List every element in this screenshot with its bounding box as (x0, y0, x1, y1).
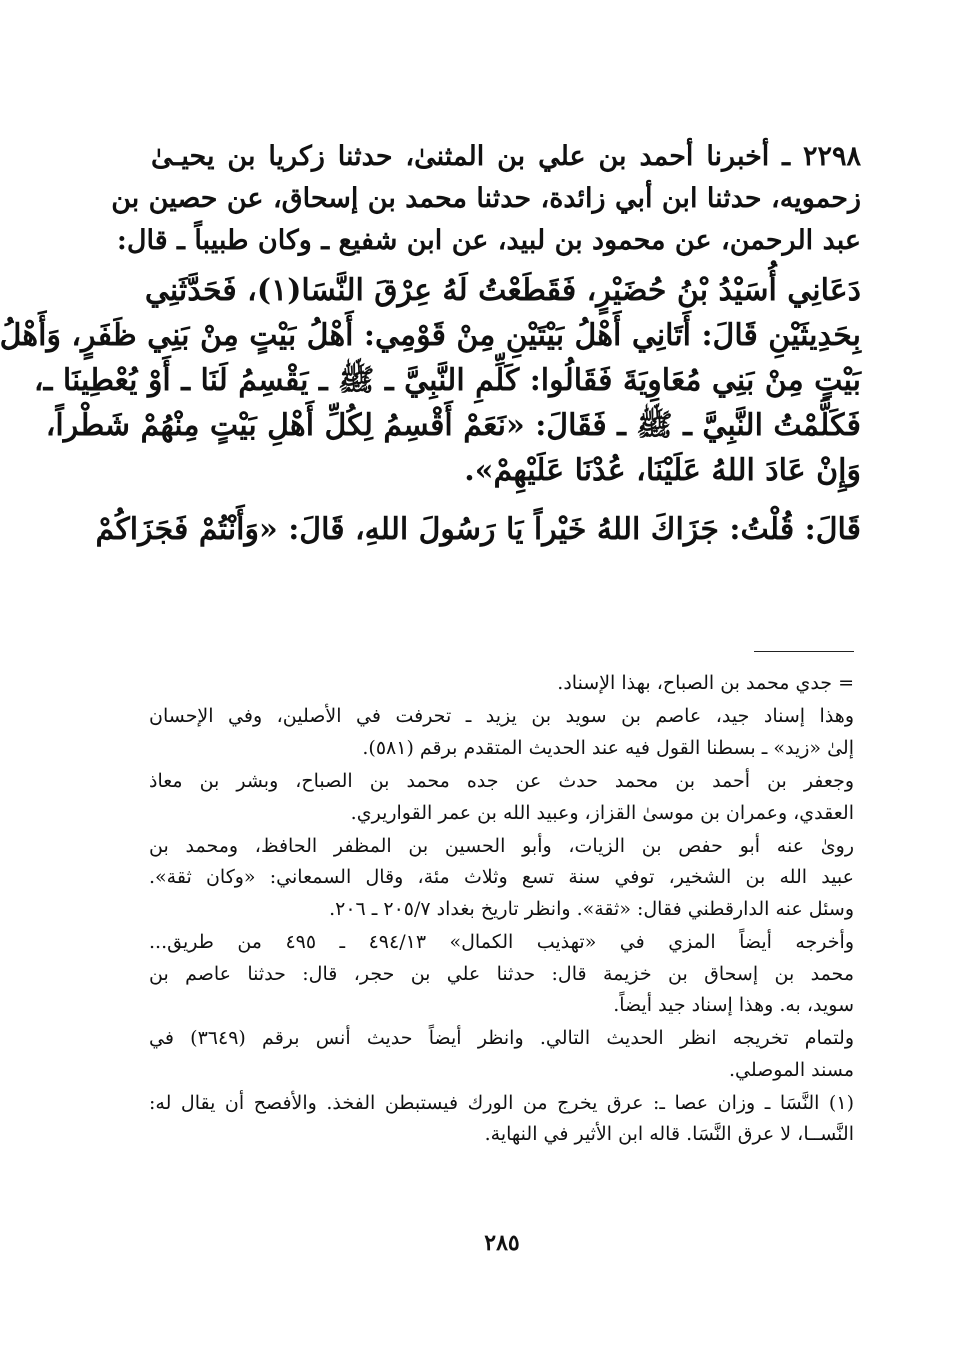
footnote-line: عبيد الله بن الشخير، توفي سنة تسع وثلاث مئة، وقال السمعاني: «وكان ثقة». (149, 866, 854, 889)
footnote-line: (١) النَّسَا ـ وزان عصا ـ: عرق يخرج من الورك فيستبطن الفخذ. والأفصح أن يقال له: (149, 1092, 854, 1115)
hadith-line: ٢٢٩٨ ـ أخبرنا أحمد بن علي بن المثنىٰ، حدثنا زكريا بن يحيـىٰ (151, 141, 861, 172)
hadith-final-line: قَالَ: قُلْتُ: جَزَاكَ اللهُ خَيْراً يَا رَسُولَ اللهِ، قَالَ: «وَأَنْتُمْ فَجَزَاكُمْ (95, 512, 861, 547)
footnote-line: وسئل عنه الدارقطني فقال: «ثقة». وانظر تاريخ بغداد ٢٠٥/٧ ـ ٢٠٦. (329, 897, 854, 920)
footnote-line: إلىٰ «زيد» ـ بسطنا القول فيه عند الحديث المتقدم برقم (٥٨١). (362, 736, 854, 759)
footnotes (149, 668, 854, 1151)
footnote-line: = جدي محمد بن الصباح، بهذا الإسناد. (557, 672, 854, 694)
footnote-line: سويد، به. وهذا إسناد جيد أيضاً. (613, 993, 854, 1016)
footnote-line: وهذا إسناد جيد، عاصم بن سويد بن يزيد ـ تحرفت في الأصلين، وفي الإحسان (149, 705, 854, 728)
hadith-quote-line: دَعَانِي أُسَيْدُ بْنُ حُضَيْرٍ، فَقَطَعْتُ لَهُ عِرْقَ النَّسَا(١)، فَحَدَّثَنِي (144, 273, 861, 308)
footnote-line: النَّســا، لا عرق النَّسَا. قاله ابن الأثير في النهاية. (484, 1123, 854, 1146)
footnote-line: مسند الموصلي. (728, 1058, 854, 1081)
footnote-line: العقدي، وعمران بن موسىٰ القزاز، وعبيد الله بن عمر القواريري. (350, 801, 854, 824)
page-number: ٢٨٥ (484, 1230, 520, 1256)
footnote-line: وأخرجه أيضاً المزي في «تهذيب الكمال» ٤٩٤/١٣ ـ ٤٩٥ من طريق... (149, 931, 854, 954)
hadith-line: زحمويه، حدثنا ابن أبي زائدة، حدثنا محمد بن إسحاق، عن حصين بن (111, 183, 861, 214)
hadith-quote-line: وَإِنْ عَادَ اللهُ عَلَيْنَا، عُدْنَا عَلَيْهِمْ». (464, 453, 861, 488)
hadith-line: عبد الرحمن، عن محمود بن لبيد، عن ابن شفيع ـ وكان طبيباً ـ قال: (116, 225, 861, 256)
footnote-line: روىٰ عنه أبو حفص بن الزيات، وأبو الحسين بن المظفر الحافظ، ومحمد بن (149, 834, 854, 857)
hadith-quote-line: فَكَلَّمْتُ النَّبِيَّ ـ ﷺ ـ فَقَالَ: «نَعَمْ أَقْسِمُ لِكُلِّ أَهْلِ بَيْتٍ مِنْهُمْ شَطْراً، (45, 408, 861, 443)
footnote-line: وجعفر بن أحمد بن محمد حدث عن جده محمد بن الصباح، وبشر بن معاذ (149, 770, 854, 793)
hadith-text (0, 136, 861, 552)
footnote-divider (754, 651, 854, 652)
hadith-quote-line: بَيْتٍ مِنْ بَنِي مُعَاوِيَةَ فَقَالُوا: كَلِّمِ النَّبِيَّ ـ ﷺ ـ يَقْسِمُ لَنَا ـ أَوْ يُعْطِينَا ـ، (33, 363, 861, 398)
footnote-line: محمد بن إسحاق بن خزيمة قال: حدثنا علي بن حجر، قال: حدثنا عاصم بن (149, 962, 854, 985)
hadith-quote-line: بِحَدِيثَيْنِ قَالَ: أَتَانِي أَهْلُ بَيْتَيْنِ مِنْ قَوْمِي: أَهْلُ بَيْتٍ مِنْ بَنِي ظَفَرٍ، وَأَهْلُ (0, 318, 861, 353)
footnote-line: ولتمام تخريجه انظر الحديث التالي. وانظر أيضاً حديث أنس برقم (٣٦٤٩) في (149, 1027, 854, 1050)
